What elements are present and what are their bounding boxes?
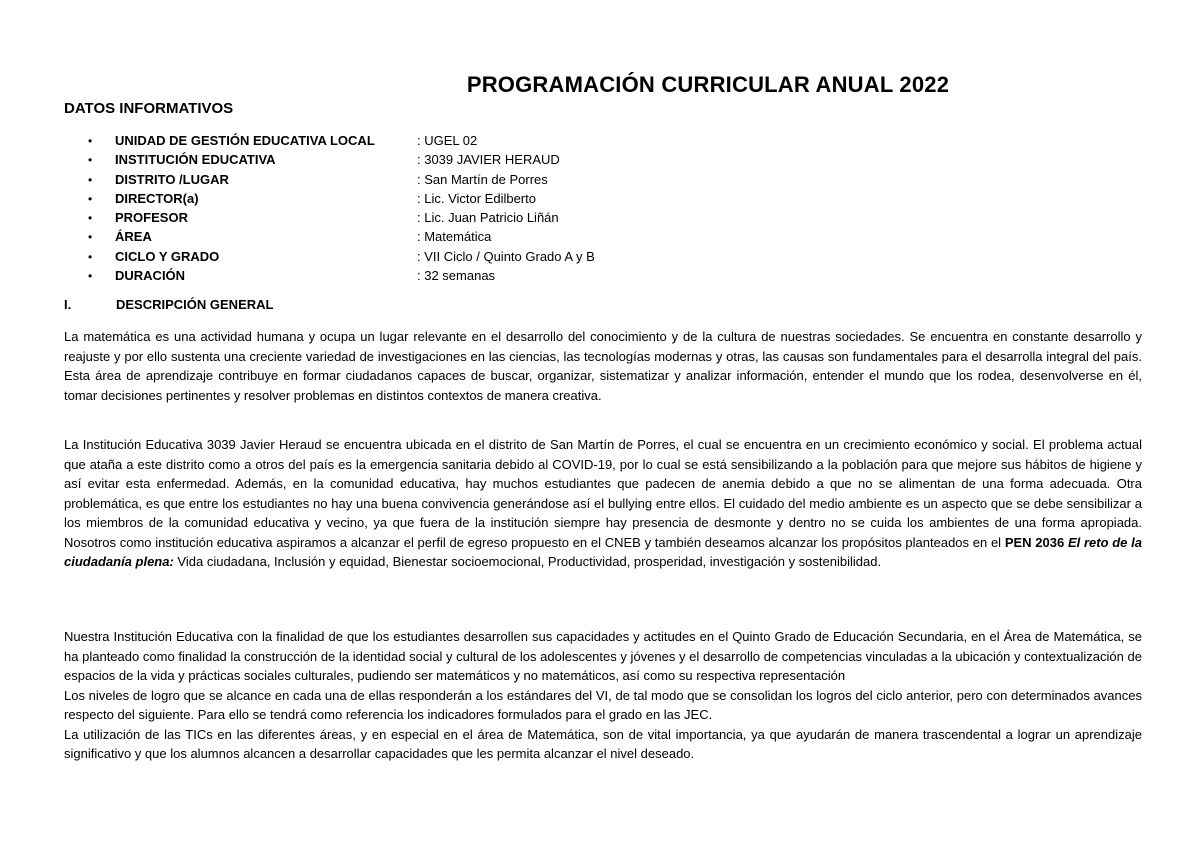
info-value: : Lic. Victor Edilberto [417,190,536,206]
purpose-line: La utilización de las TICs en las diferentes áreas, y en especial en el área de Matemática, son de vital importancia, ya que ayudarán de manera trascendental a lograr un aprendizaje significativo y que los alumnos alcancen a desarrollar capacidades que les permita alcanzar el nivel deseado. [64,726,1142,761]
info-label: DISTRITO /LUGAR [115,171,229,187]
info-value: : 32 semanas [417,268,496,284]
info-label: INSTITUCIÓN EDUCATIVA [115,152,276,168]
paragraph-context-text: La Institución Educativa 3039 Javier Heraud se encuentra ubicada en el distrito de San Martín de Porres, el cual se encuentra en un crecimiento económico y social. El problema actual que ataña a este distrito como a otros del país es la emergencia sanitaria debido al COVID-19, por lo cual se está sensibilizando a la población para que mejore sus hábitos de higiene y así evitar esta enfermedad. Además, en la comunidad educativa, hay muchos estudiantes que padecen de anemia debido a que no se alimentan de una forma adecuada. Otra problemática, es que entre los estudiantes no hay una buena convivencia generándose así el bullying entre ellos. El cuidado del medio ambiente es un aspecto que se debe sensibilizar a los miembros de la comunidad educativa y vecino, ya que fuera de la institución siempre hay presencia de desmonte y dentro no se cuida los ambientes de una forma apropiada. Nosotros como institución educativa aspiramos a alcanzar el perfil de egreso propuesto en el CNEB y también deseamos alcanzar los propósitos planteados en el [64,437,1142,550]
section-heading [64,297,273,312]
pen-reference: PEN 2036 [1004,534,1065,550]
purpose-line: Nuestra Institución Educativa con la finalidad de que los estudiantes desarrollen sus capacidades y actitudes en el Quinto Grado de Educación Secundaria, en el Área de Matemática, se ha planteado como finalidad la construcción de la identidad social y cultural de los adolescentes y jóvenes y el desarrollo de competencias vinculadas a la ubicación y contextualización de espacios de la vida y prácticas sociales culturales, pudiendo ser matemáticos y no matemáticos, así como su respectiva representación [64,629,1142,683]
info-item [88,133,595,152]
info-list [88,133,595,287]
info-label: UNIDAD DE GESTIÓN EDUCATIVA LOCAL [115,133,375,148]
info-value: : 3039 JAVIER HERAUD [417,152,560,168]
info-label: ÁREA [115,229,152,245]
info-item [88,191,595,210]
page-title: PROGRAMACIÓN CURRICULAR ANUAL 2022 [466,72,950,97]
info-item [88,249,595,268]
info-value: : San Martín de Porres [417,171,548,187]
bullet-icon: • [88,269,93,284]
bullet-icon: • [88,172,93,187]
bullet-icon: • [88,191,93,206]
paragraph-context-tail: Vida ciudadana, Inclusión y equidad, Bienestar socioemocional, Productividad, prosperidad, investigación y sostenibilidad. [173,554,882,569]
info-value: : Lic. Juan Patricio Liñán [417,210,559,226]
info-label: CICLO Y GRADO [115,248,220,264]
info-item [88,268,595,287]
paragraph-context [64,435,1142,572]
info-item [88,229,595,248]
info-label: PROFESOR [115,210,188,226]
bullet-icon: • [88,153,93,168]
purpose-line: Los niveles de logro que se alcance en cada una de ellas responderán a los estándares del VI, de tal modo que se consolidan los logros del ciclo anterior, pero con determinados avances respecto del siguiente. Para ello se tendrá como referencia los indicadores formulados para el grado en las JEC. [64,687,1142,722]
bullet-icon: • [88,230,93,245]
section-title: DESCRIPCIÓN GENERAL [116,297,274,312]
info-heading: DATOS INFORMATIVOS [64,100,234,117]
info-label: DURACIÓN [115,268,186,284]
info-value: : VII Ciclo / Quinto Grado A y B [417,248,595,264]
bullet-icon: • [88,249,93,264]
paragraph-purpose [64,627,1142,764]
bullet-icon: • [88,211,93,226]
info-item [88,172,595,191]
pen-subtitle: El reto de la ciudadanía plena: [64,534,1142,569]
section-number: I. [64,297,72,312]
info-label: DIRECTOR(a) [115,190,199,206]
info-item [88,210,595,229]
info-value: : UGEL 02 [417,133,478,148]
paragraph-description: La matemática es una actividad humana y ocupa un lugar relevante en el desarrollo del conocimiento y de la cultura de nuestras sociedades. Se encuentra en constante desarrollo y reajuste y por ello sustenta una creciente variedad de investigaciones en las ciencias, las tecnologías modernas y otras, las causas son fundamentales para el desarrolla integral del país. Esta área de aprendizaje contribuye en formar ciudadanos capaces de buscar, organizar, sistematizar y analizar información, entender el mundo que los rodea, desenvolverse en él, tomar decisiones pertinentes y resolver problemas en distintos contextos de manera creativa. [64,329,1142,403]
info-item [88,152,595,171]
info-value: : Matemática [417,229,492,245]
bullet-icon: • [88,134,93,148]
